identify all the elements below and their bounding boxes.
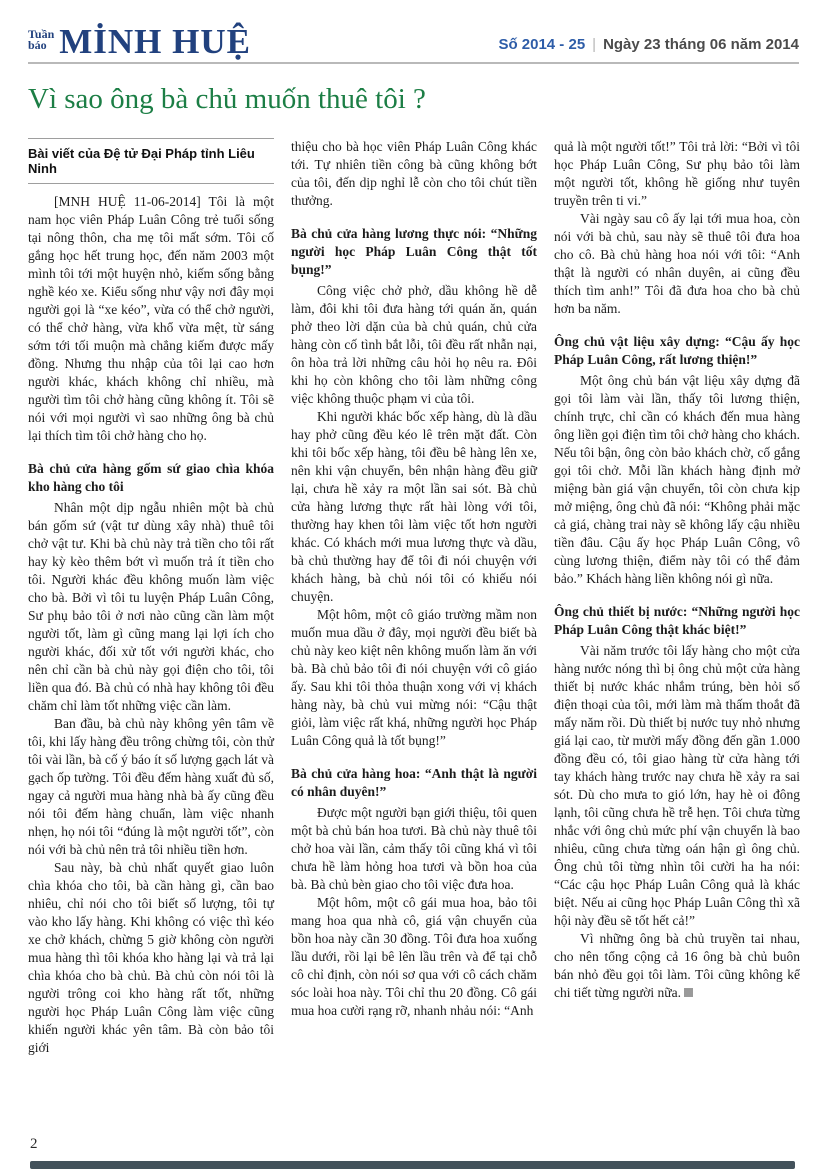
issue-date: Ngày 23 tháng 06 năm 2014 <box>603 36 799 53</box>
paragraph: Sau này, bà chủ nhất quyết giao luôn chìa khóa cho tôi, bà cần hàng gì, cần bao nhiêu, chỉ nói cho tôi biết số lượng, tôi tự vào kho lấy hàng. Khi không có việc thì kéo xe chở khách, chừng 5 giờ không còn người mua hàng thì tôi khóa kho hàng lại và trả lại chìa khóa cho bà chủ. Bà chủ còn nói tôi là người trông coi kho hàng rất tốt, những người học Pháp Luân Công làm việc cũng khiến người khác yên tâm. Bà còn bảo tôi giới <box>28 860 274 1055</box>
paragraph: Vài ngày sau cô ấy lại tới mua hoa, còn nói với bà chủ, sau này sẽ thuê tôi đưa hoa cho cô. Bà chủ hàng hoa nói với tôi: “Anh thật là người có nhân duyên, ai cũng đều thích tìm anh!” Tôi đã đưa hoa cho bà chủ hơn ba năm. <box>554 211 800 316</box>
section-heading: Bà chủ cửa hàng hoa: “Anh thật là người có nhân duyên!” <box>291 766 537 799</box>
masthead <box>28 16 799 60</box>
section-heading: Ông chủ vật liệu xây dựng: “Cậu ấy học Pháp Luân Công, rất lương thiện!” <box>554 334 800 367</box>
section-heading: Ông chủ thiết bị nước: “Những người học Pháp Luân Công thật khác biệt!” <box>554 604 800 637</box>
paragraph: thiệu cho bà học viên Pháp Luân Công khác tới. Tự nhiên tiền công bà cũng không bớt của tôi, đến dịp nghỉ lễ còn cho tôi chút tiền thưởng. <box>291 139 537 208</box>
logo-small-line-2: báo <box>28 38 47 52</box>
section-heading: Bà chủ cửa hàng gốm sứ giao chìa khóa kho hàng cho tôi <box>28 461 274 494</box>
column-2 <box>291 138 537 1057</box>
logo-title: MİNH HUỆ <box>59 22 251 61</box>
footer-bar <box>30 1161 795 1169</box>
paragraph: Ban đầu, bà chủ này không yên tâm về tôi, khi lấy hàng đều trông chừng tôi, còn thử tôi vài lần, bà cố ý báo ít số lượng gạch lát và gạch ốp tường. Tôi đều đếm hàng xuất đủ số, ngay cả người mua hàng nhà bà ấy cũng đều nói tôi đếm hàng chuẩn, làm việc nhanh nhẹn, họ nói tôi “đúng là một người tốt”, còn nói với bà chủ nên trả tôi nhiều tiền hơn. <box>28 716 274 857</box>
paragraph: Nhân một dịp ngẫu nhiên một bà chủ bán gốm sứ (vật tư dùng xây nhà) thuê tôi chở vật tư. Khi bà chủ này trả tiền cho tôi rất hay kỳ kèo thêm bớt vì muốn trả ít tiền cho tôi. Người khác đều không muốn làm việc cho bà. Bởi vì tôi tu luyện Pháp Luân Công, Sư phụ bảo tôi ở nơi nào cũng cần làm một người tốt, làm gì cũng mang lại lợi ích cho người khác, đối xử tốt với người khác, cho nên chỉ cần bà chủ này gọi điện cho tôi, tôi liền qua đó. Bà chủ có nhà hay không tôi đều chăm chỉ làm tốt những việc cần làm. <box>28 500 274 713</box>
paragraph: Một hôm, một cô giáo trường mầm non muốn mua dầu ở đây, mọi người đều biết bà chủ này keo kiệt nên không muốn làm ăn với bà. Bà chủ bảo tôi đi nói chuyện với cô giáo ấy. Sau khi tôi thỏa thuận xong với vị khách hàng này, bà chủ vui mừng nói: “Cậu thật giỏi, làm việc rất khá, những người học Pháp Luân Công quả là tốt bụng!” <box>291 607 537 748</box>
logo-small-text <box>28 29 54 51</box>
paragraph: Vài năm trước tôi lấy hàng cho một cửa hàng nước nóng thì bị ông chủ một cửa hàng thiết bị nước khác nhắm trúng, bèn hỏi số điện thoại của tôi, mới làm mà thấm thoắt đã mấy năm rồi. Dù thiết bị nước tuy nhỏ nhưng giá lại cao, từ mười mấy đồng đến gần 1.000 đồng đều có, tôi giao hàng từ cửa hàng tới tay khách hàng trước nay chưa hề xảy ra sai sót. Dù cho mưa to gió lớn, hay hè oi đông lạnh, tôi cũng chưa hề trễ hẹn. Tôi chưa từng nhắc với ông chủ mức phí vận chuyển là bao nhiêu, cũng chưa từng oán hận gì ông chủ. Ông chủ tôi từng nhìn tôi cười ha ha nói: “Các cậu học Pháp Luân Công quả là khác biệt. Nếu ai cũng học Pháp Luân Công thì xã hội này đều sẽ tốt hết cả!” <box>554 643 800 928</box>
header-divider <box>28 62 799 64</box>
page-number: 2 <box>30 1136 38 1152</box>
paragraph: Được một người bạn giới thiệu, tôi quen một bà chủ bán hoa tươi. Bà chủ này thuê tôi chở hoa vài lần, cảm thấy tôi cũng khá vì tôi chưa hề làm hỏng hoa tươi và bồn hoa của bà. Bà chủ bèn giao cho tôi việc đưa hoa. <box>291 805 537 892</box>
issue-info <box>498 36 799 54</box>
end-of-article-mark <box>684 988 693 997</box>
column-1 <box>28 138 274 1057</box>
issue-separator: | <box>592 36 597 53</box>
issue-number: Số 2014 - 25 <box>498 36 586 53</box>
paragraph: quả là một người tốt!” Tôi trả lời: “Bởi vì tôi học Pháp Luân Công, Sư phụ bảo tôi làm một người tốt, không hề giống như tuyên truyền trên ti vi.” <box>554 139 800 208</box>
paragraph: Một ông chủ bán vật liệu xây dựng đã gọi tôi làm vài lần, thấy tôi lương thiện, chính trực, chỉ cần có khách đến mua hàng ông liền gọi điện tìm tôi chở hàng cho khách. Nếu tôi bận, ông còn bảo khách chờ, cố gắng gọi tôi chở. Mỗi lần khách hàng định mở miệng bàn giá vận chuyển, tôi còn chưa kịp mở miệng, ông chủ đã nói: “Không phải mặc cả giá, chàng trai này sẽ không lấy cậu nhiều tiền đâu. Cậu ấy học Pháp Luân Công, vô cùng lương thiện, điểm này tôi có thể đảm bảo.” Khách hàng liền không nói gì nữa. <box>554 373 800 586</box>
article-columns <box>28 138 799 1057</box>
paragraph: [MNH HUỆ 11-06-2014] Tôi là một nam học viên Pháp Luân Công trẻ tuổi sống tại nông thôn, cha mẹ tôi mất sớm. Tôi cố gắng học hết trung học, đến năm 2003 một mình tôi tới một huyện nhỏ, kiếm sống bằng nghề kéo xe. Kiểu sống như vậy nơi đây mọi người gọi là “xe kéo”, vừa có thể chở người, có thể chở hàng, vừa khổ vừa mệt, từ sáng sớm tới tối muộn mà chẳng kiếm được mấy đồng. Nhưng thu nhập của tôi lại cao hơn người khác, khách không chỉ nhiều, mà người tìm tôi chở hàng cũng không ít. Tôi sẽ nói với mọi người vì sao những ông bà chủ lại thích tìm tôi chở hàng cho họ. <box>28 194 274 443</box>
paragraph: Một hôm, một cô gái mua hoa, bảo tôi mang hoa qua nhà cô, giá vận chuyển của bồn hoa này cần 30 đồng. Tôi đưa hoa xuống lầu dưới, rồi lại bê lên lầu trên và để tại chỗ cô chỉ định, còn nói sơ qua với cô cách chăm sóc loài hoa này. Tôi chỉ thu 20 đồng. Cô gái mua hoa cười rạng rỡ, nhanh nhảu nói: “Anh <box>291 895 537 1018</box>
byline-block <box>28 138 274 184</box>
byline: Bài viết của Đệ tử Đại Pháp tỉnh Liêu Ninh <box>28 146 255 176</box>
column-3 <box>554 138 800 1057</box>
section-heading: Bà chủ cửa hàng lương thực nói: “Những người học Pháp Luân Công thật tốt bụng!” <box>291 226 537 277</box>
logo-small-line-1: Tuần <box>28 27 55 41</box>
paragraph: Khi người khác bốc xếp hàng, dù là dầu hay phở cũng đều kéo lê trên mặt đất. Còn khi tôi bốc xếp hàng, tôi đều bê hàng lên xe, nên khi vận chuyển, bên nhận hàng đều giữ lại, chưa hề xảy ra một lần sai sót. Bà chủ cửa hàng lương thực rất hài lòng với tôi, thường hay khen tôi làm việc tốt hơn người khác. Có khách mới mua lương thực và dầu, bà chủ thường hay để tôi đi nói chuyện với khách hàng, bà chủ nói tôi có khiếu nói chuyện. <box>291 409 537 604</box>
newspaper-logo <box>28 24 251 60</box>
paragraph: Vì những ông bà chủ truyền tai nhau, cho nên tổng cộng cả 16 ông bà chủ buôn bán nhỏ đều gọi tôi làm. Tôi cũng không kể chi tiết từng người nữa. <box>554 931 800 1000</box>
article-title: Vì sao ông bà chủ muốn thuê tôi ? <box>28 83 426 115</box>
paragraph: Công việc chở phở, dầu không hề dễ làm, đôi khi tôi đưa hàng tới quán ăn, quán phở theo lời dặn của bà chủ quán, chủ cửa hàng còn cố tình bắt lỗi, tôi đều rất nhẫn nại, ôn hòa trả lời những câu hỏi họ nêu ra. Đôi khi họ còn không cho tôi làm những công việc không thuộc phạm vi của tôi. <box>291 283 537 406</box>
